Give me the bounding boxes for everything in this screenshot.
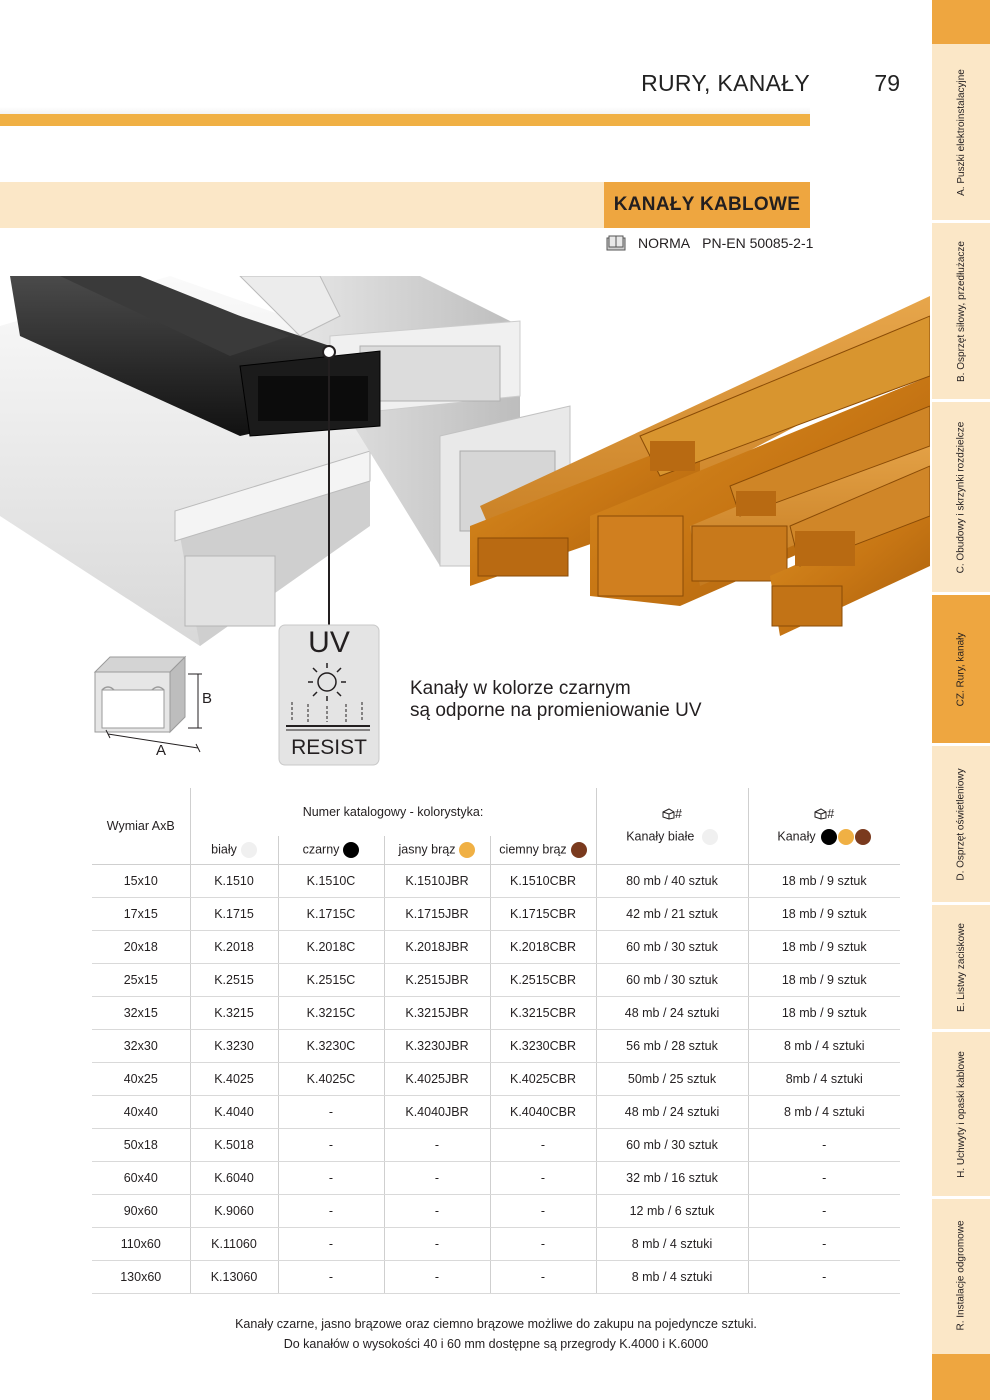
table-row: [92, 1227, 900, 1260]
col-ciemny: [490, 836, 596, 864]
table-row: [92, 897, 900, 930]
table-cell-ciemny: K.1715CBR: [490, 897, 596, 930]
sidebar-item-d[interactable]: D. Osprzęt oświetleniowy: [955, 767, 967, 881]
table-cell-pack_color: 18 mb / 9 sztuk: [748, 930, 900, 963]
col-jasny: [384, 836, 490, 864]
table-cell-bialy: K.1715: [190, 897, 278, 930]
table-row: [92, 1095, 900, 1128]
uv-badge-top: UV: [308, 626, 350, 659]
uv-note-line2: są odporne na promieniowanie UV: [410, 700, 702, 721]
table-cell-pack_color: -: [748, 1161, 900, 1194]
swatch-dark-brown: [855, 829, 871, 845]
col-pack-white: [596, 788, 748, 864]
table-cell-pack_color: 8 mb / 4 sztuki: [748, 1029, 900, 1062]
footnote: [92, 1314, 900, 1354]
table-row: [92, 996, 900, 1029]
table-cell-jasny: K.2018JBR: [384, 930, 490, 963]
table-cell-ciemny: -: [490, 1227, 596, 1260]
table-cell-pack_white: 8 mb / 4 sztuki: [596, 1260, 748, 1293]
col-dimension: Wymiar AxB: [92, 788, 190, 864]
table-cell-pack_white: 48 mb / 24 sztuki: [596, 1095, 748, 1128]
table-cell-jasny: -: [384, 1161, 490, 1194]
table-cell-dim: 15x10: [92, 864, 190, 897]
table-cell-bialy: K.3230: [190, 1029, 278, 1062]
table-cell-bialy: K.4040: [190, 1095, 278, 1128]
table-cell-jasny: K.2515JBR: [384, 963, 490, 996]
swatch-dark-brown: [571, 842, 587, 858]
table-cell-pack_color: 18 mb / 9 sztuk: [748, 963, 900, 996]
pack-white-label: Kanały białe: [626, 829, 695, 844]
header-shadow: [0, 107, 810, 114]
table-cell-dim: 60x40: [92, 1161, 190, 1194]
col-bialy: [190, 836, 278, 864]
table-row: [92, 1029, 900, 1062]
norma-line: [606, 234, 813, 252]
sidebar-accent-bottom: [932, 1354, 990, 1400]
table-cell-pack_color: 18 mb / 9 sztuk: [748, 864, 900, 897]
table-cell-czarny: -: [278, 1161, 384, 1194]
table-cell-czarny: -: [278, 1128, 384, 1161]
col-czarny-label: czarny: [302, 842, 340, 857]
table-cell-pack_white: 60 mb / 30 sztuk: [596, 930, 748, 963]
table-cell-bialy: K.3215: [190, 996, 278, 1029]
pack-symbol: #: [675, 806, 682, 821]
table-cell-ciemny: K.4025CBR: [490, 1062, 596, 1095]
sidebar-item-cz[interactable]: CZ. Rury, kanały: [955, 632, 967, 706]
table-row: [92, 963, 900, 996]
table-row: [92, 864, 900, 897]
table-row: [92, 1128, 900, 1161]
table-cell-pack_white: 42 mb / 21 sztuk: [596, 897, 748, 930]
table-cell-pack_color: -: [748, 1227, 900, 1260]
footnote-line1: Kanały czarne, jasno brązowe oraz ciemno brązowe możliwe do zakupu na pojedyncze sztuki.: [235, 1317, 757, 1331]
table-cell-pack_white: 80 mb / 40 sztuk: [596, 864, 748, 897]
table-cell-bialy: K.5018: [190, 1128, 278, 1161]
swatch-black: [821, 829, 837, 845]
table-cell-pack_white: 32 mb / 16 sztuk: [596, 1161, 748, 1194]
table-cell-dim: 17x15: [92, 897, 190, 930]
table-cell-bialy: K.4025: [190, 1062, 278, 1095]
chapter-title: RURY, KANAŁY: [641, 70, 810, 96]
table-row: [92, 1194, 900, 1227]
table-row: [92, 1260, 900, 1293]
table-cell-czarny: -: [278, 1095, 384, 1128]
table-row: [92, 930, 900, 963]
table-cell-czarny: -: [278, 1260, 384, 1293]
col-catalog-group: Numer katalogowy - kolorystyka:: [190, 788, 596, 836]
table-cell-pack_white: 12 mb / 6 sztuk: [596, 1194, 748, 1227]
sidebar-item-e[interactable]: E. Listwy zaciskowe: [955, 922, 967, 1012]
sidebar-item-h[interactable]: H. Uchwyty i opaski kablowe: [955, 1050, 967, 1178]
table-cell-dim: 40x40: [92, 1095, 190, 1128]
table-cell-bialy: K.6040: [190, 1161, 278, 1194]
table-cell-ciemny: K.2018CBR: [490, 930, 596, 963]
table-cell-ciemny: K.1510CBR: [490, 864, 596, 897]
table-cell-czarny: K.2515C: [278, 963, 384, 996]
col-czarny: [278, 836, 384, 864]
section-title: KANAŁY KABLOWE: [604, 182, 810, 228]
table-cell-pack_white: 60 mb / 30 sztuk: [596, 1128, 748, 1161]
table-cell-pack_color: 18 mb / 9 sztuk: [748, 897, 900, 930]
table-cell-ciemny: -: [490, 1161, 596, 1194]
table-cell-jasny: K.3215JBR: [384, 996, 490, 1029]
swatch-light-brown: [838, 829, 854, 845]
col-pack-color: [748, 788, 900, 864]
table-cell-bialy: K.9060: [190, 1194, 278, 1227]
table-cell-pack_color: 8 mb / 4 sztuki: [748, 1095, 900, 1128]
table-cell-dim: 32x30: [92, 1029, 190, 1062]
table-cell-dim: 32x15: [92, 996, 190, 1029]
pack-color-label: Kanały: [777, 829, 816, 844]
table-cell-bialy: K.13060: [190, 1260, 278, 1293]
table-cell-pack_color: 18 mb / 9 sztuk: [748, 996, 900, 1029]
uv-badge-bottom: RESIST: [291, 736, 367, 759]
table-cell-czarny: K.1715C: [278, 897, 384, 930]
table-cell-jasny: K.1510JBR: [384, 864, 490, 897]
table-cell-dim: 90x60: [92, 1194, 190, 1227]
col-jasny-label: jasny brąz: [398, 842, 456, 857]
table-cell-pack_color: -: [748, 1194, 900, 1227]
table-cell-bialy: K.2515: [190, 963, 278, 996]
table-cell-czarny: K.1510C: [278, 864, 384, 897]
table-cell-dim: 20x18: [92, 930, 190, 963]
sidebar-accent-top: [932, 0, 990, 44]
uv-resist-badge: [278, 624, 380, 766]
channel-profile-icon: [90, 652, 220, 762]
pack-symbol: #: [827, 806, 835, 821]
table-cell-czarny: -: [278, 1227, 384, 1260]
table-row: [92, 1161, 900, 1194]
product-image: [0, 276, 930, 646]
table-cell-bialy: K.11060: [190, 1227, 278, 1260]
table-cell-jasny: K.4025JBR: [384, 1062, 490, 1095]
table-cell-czarny: K.4025C: [278, 1062, 384, 1095]
norma-value: PN-EN 50085-2-1: [702, 235, 814, 251]
dimension-b-label: B: [202, 690, 213, 707]
book-icon: [606, 235, 626, 251]
table-cell-ciemny: K.3230CBR: [490, 1029, 596, 1062]
table-cell-czarny: K.3230C: [278, 1029, 384, 1062]
table-cell-jasny: K.3230JBR: [384, 1029, 490, 1062]
swatch-light-brown: [459, 842, 475, 858]
uv-note-line1: Kanały w kolorze czarnym: [410, 678, 631, 699]
table-cell-ciemny: -: [490, 1194, 596, 1227]
table-cell-dim: 130x60: [92, 1260, 190, 1293]
table-cell-ciemny: K.3215CBR: [490, 996, 596, 1029]
table-cell-dim: 110x60: [92, 1227, 190, 1260]
dimension-a-label: A: [156, 742, 167, 759]
table-cell-ciemny: -: [490, 1128, 596, 1161]
page-number: 79: [874, 70, 900, 96]
table-cell-pack_white: 56 mb / 28 sztuk: [596, 1029, 748, 1062]
catalog-table: [92, 788, 900, 1294]
table-cell-dim: 25x15: [92, 963, 190, 996]
sidebar-item-b[interactable]: B. Osprzęt siłowy, przedłużacze: [955, 240, 967, 382]
table-cell-pack_white: 60 mb / 30 sztuk: [596, 963, 748, 996]
swatch-white: [702, 829, 718, 845]
table-cell-ciemny: K.4040CBR: [490, 1095, 596, 1128]
dimensions-diagram: [90, 652, 220, 762]
table-cell-jasny: -: [384, 1227, 490, 1260]
table-cell-jasny: K.1715JBR: [384, 897, 490, 930]
header-accent-bar: [0, 114, 810, 126]
footnote-line2: Do kanałów o wysokości 40 i 60 mm dostępne są przegrody K.4000 i K.6000: [283, 1337, 709, 1351]
swatch-black: [343, 842, 359, 858]
uv-note: [410, 678, 702, 722]
sidebar-item-c[interactable]: C. Obudowy i skrzynki rozdzielcze: [955, 421, 967, 573]
table-cell-jasny: K.4040JBR: [384, 1095, 490, 1128]
table-cell-bialy: K.1510: [190, 864, 278, 897]
norma-label: NORMA: [638, 235, 691, 251]
table-cell-czarny: K.3215C: [278, 996, 384, 1029]
table-cell-dim: 40x25: [92, 1062, 190, 1095]
table-row: [92, 1062, 900, 1095]
col-ciemny-label: ciemny brąz: [499, 842, 567, 857]
sidebar-item-r[interactable]: R. Instalacje odgromowe: [955, 1219, 967, 1331]
table-cell-pack_color: -: [748, 1260, 900, 1293]
table-cell-ciemny: K.2515CBR: [490, 963, 596, 996]
table-cell-jasny: -: [384, 1128, 490, 1161]
table-cell-dim: 50x18: [92, 1128, 190, 1161]
chapter-sidebar: [932, 0, 990, 1400]
sidebar-item-a[interactable]: A. Puszki elektroinstalacyjne: [955, 68, 967, 196]
table-cell-pack_color: 8mb / 4 sztuki: [748, 1062, 900, 1095]
table-cell-ciemny: -: [490, 1260, 596, 1293]
table-cell-jasny: -: [384, 1260, 490, 1293]
table-cell-pack_color: -: [748, 1128, 900, 1161]
col-bialy-label: biały: [211, 842, 237, 857]
table-cell-pack_white: 50mb / 25 sztuk: [596, 1062, 748, 1095]
table-cell-pack_white: 8 mb / 4 sztuki: [596, 1227, 748, 1260]
table-cell-pack_white: 48 mb / 24 sztuki: [596, 996, 748, 1029]
table-cell-jasny: -: [384, 1194, 490, 1227]
table-cell-czarny: K.2018C: [278, 930, 384, 963]
package-icon: [814, 808, 827, 820]
table-cell-czarny: -: [278, 1194, 384, 1227]
package-icon: [662, 808, 675, 820]
table-cell-bialy: K.2018: [190, 930, 278, 963]
swatch-white: [241, 842, 257, 858]
